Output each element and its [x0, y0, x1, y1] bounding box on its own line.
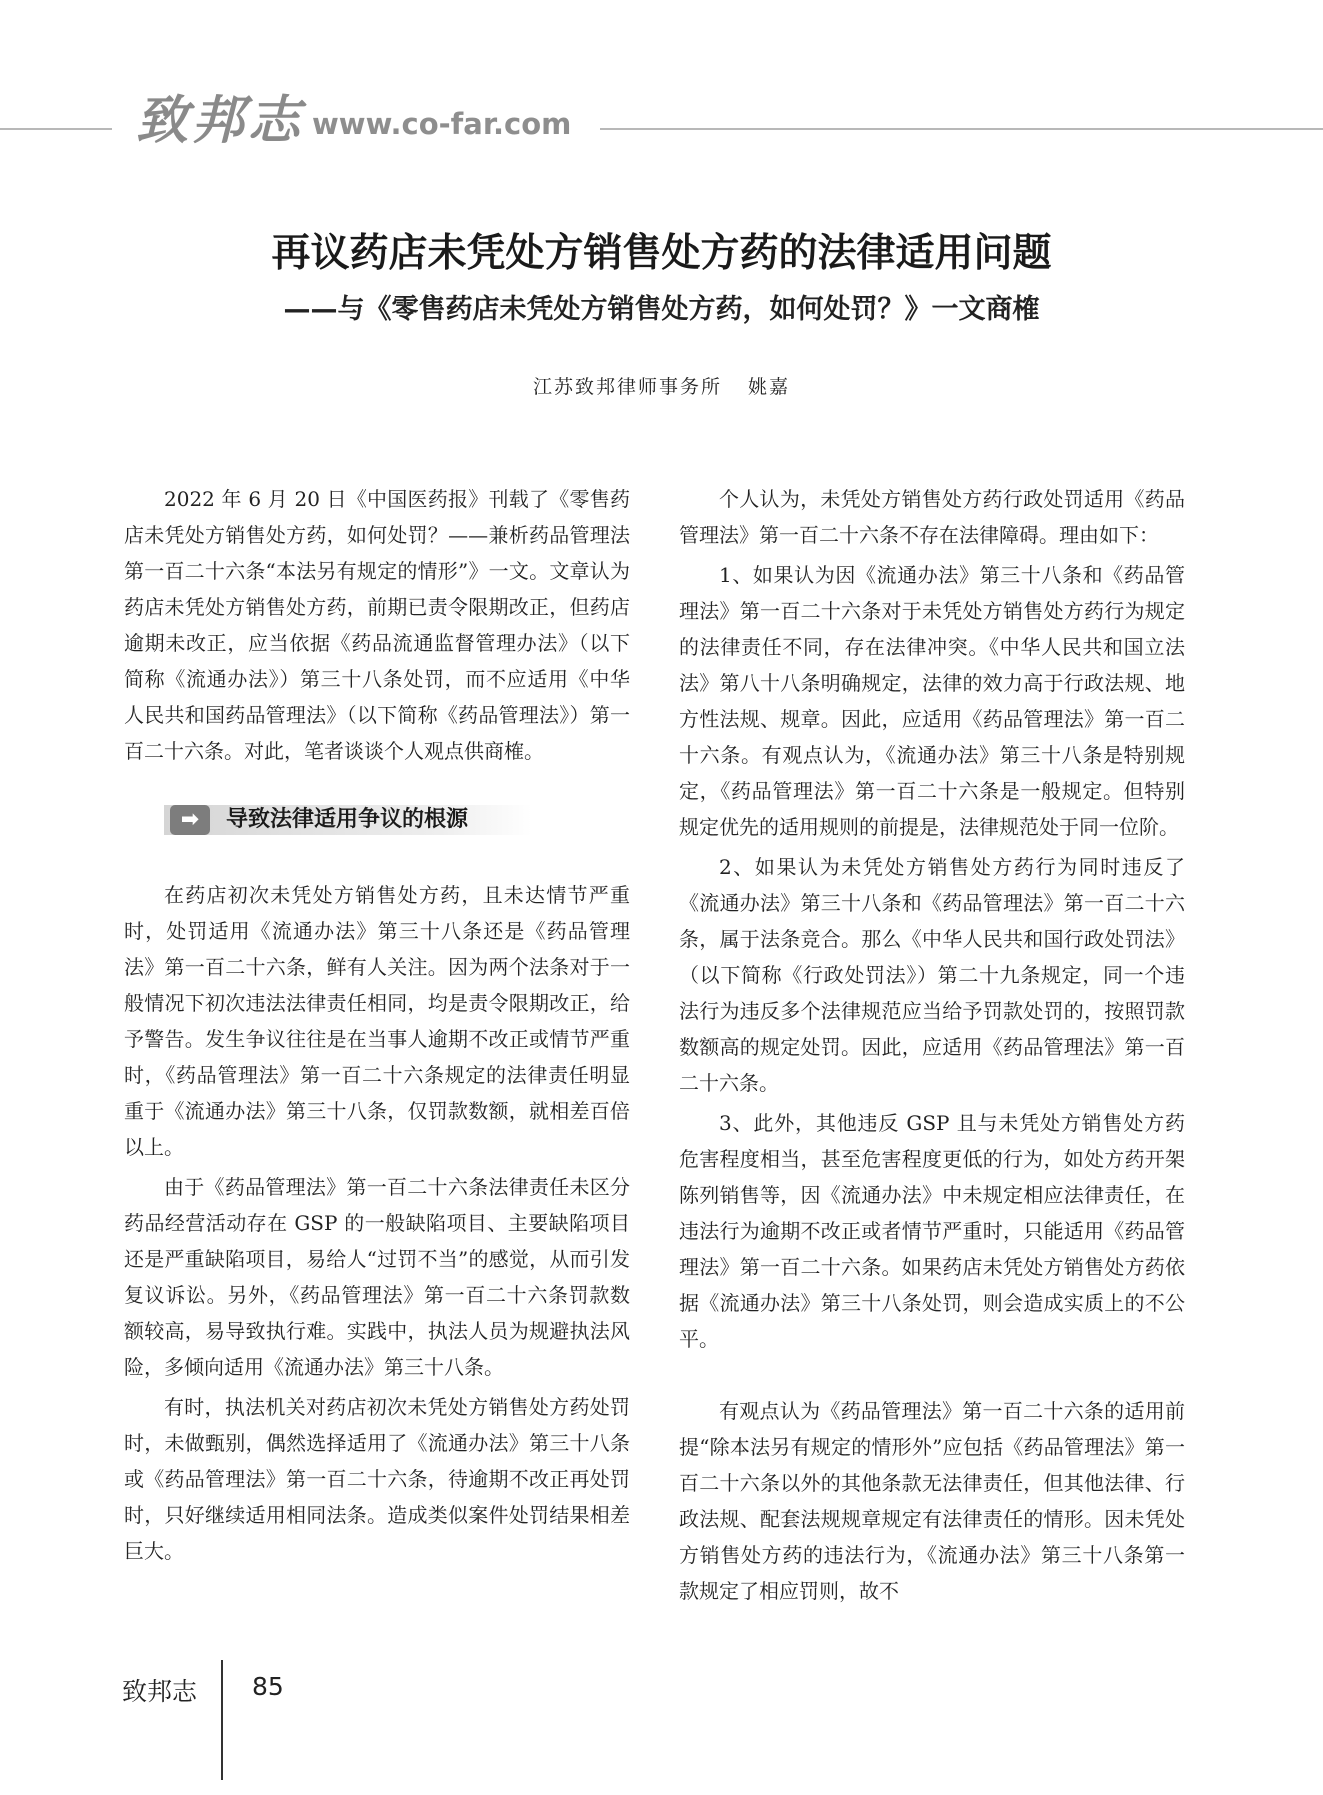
masthead-url[interactable]: www.co-far.com	[312, 107, 572, 141]
right-column	[679, 481, 1185, 1609]
footer-magazine-title: 致邦志	[122, 1677, 198, 1706]
body-paragraph: 由于《药品管理法》第一百二十六条法律责任未区分药品经营活动存在 GSP 的一般缺陷项目、主要缺陷项目还是严重缺陷项目，易给人“过罚不当”的感觉，从而引发复议诉讼。另外，《药品管理法》第一百二十六条罚款数额较高，易导致执行难。实践中，执法人员为规避执法风险，多倾向适用《流通办法》第三十八条。	[124, 1175, 630, 1379]
body-paragraph: 有观点认为《药品管理法》第一百二十六条的适用前提“除本法另有规定的情形外”应包括《药品管理法》第一百二十六条以外的其他条款无法律责任，但其他法律、行政法规、配套法规规章规定有法律责任的情形。因未凭处方销售处方药的违法行为，《流通办法》第三十八条第一款规定了相应罚则，故不	[679, 1399, 1185, 1603]
article-title: 再议药店未凭处方销售处方药的法律适用问题	[271, 230, 1052, 276]
masthead-rule-left	[0, 128, 112, 130]
left-column	[124, 481, 630, 1569]
footer-divider	[221, 1660, 223, 1780]
page-number: 85	[252, 1672, 284, 1701]
body-paragraph: 个人认为，未凭处方销售处方药行政处罚适用《药品管理法》第一百二十六条不存在法律障碍。理由如下：	[679, 487, 1185, 547]
arrow-right-icon: ➡	[170, 805, 210, 835]
body-paragraph: 3、此外，其他违反 GSP 且与未凭处方销售处方药危害程度相当，甚至危害程度更低的行为，如处方药开架陈列销售等，因《流通办法》中未规定相应法律责任，在违法行为逾期不改正或者情节严重时，只能适用《药品管理法》第一百二十六条。如果药店未凭处方销售处方药依据《流通办法》第三十八条处罚，则会造成实质上的不公平。	[679, 1111, 1185, 1351]
body-paragraph: 1、如果认为因《流通办法》第三十八条和《药品管理法》第一百二十六条对于未凭处方销售处方药行为规定的法律责任不同，存在法律冲突。《中华人民共和国立法法》第八十八条明确规定，法律的效力高于行政法规、地方性法规、规章。因此，应适用《药品管理法》第一百二十六条。有观点认为，《流通办法》第三十八条是特别规定，《药品管理法》第一百二十六条是一般规定。但特别规定优先的适用规则的前提是，法律规范处于同一位阶。	[679, 563, 1185, 839]
body-paragraph: 有时，执法机关对药店初次未凭处方销售处方药处罚时，未做甄别，偶然选择适用了《流通办法》第三十八条或《药品管理法》第一百二十六条，待逾期不改正再处罚时，只好继续适用相同法条。造成类似案件处罚结果相差巨大。	[124, 1395, 630, 1563]
intro-paragraph: 2022 年 6 月 20 日《中国医药报》刊载了《零售药店未凭处方销售处方药，如何处罚？——兼析药品管理法第一百二十六条“本法另有规定的情形”》一文。文章认为药店未凭处方销售处方药，前期已责令限期改正，但药店逾期未改正，应当依据《药品流通监督管理办法》（以下简称《流通办法》）第三十八条处罚，而不应适用《中华人民共和国药品管理法》（以下简称《药品管理法》）第一百二十六条。对此，笔者谈谈个人观点供商榷。	[124, 487, 630, 763]
byline-org: 江苏致邦律师事务所	[532, 376, 722, 398]
byline-author: 姚嘉	[748, 376, 791, 398]
masthead-logo: 致邦志	[136, 90, 305, 151]
byline	[0, 372, 1323, 399]
body-paragraph: 在药店初次未凭处方销售处方药，且未达情节严重时，处罚适用《流通办法》第三十八条还是《药品管理法》第一百二十六条，鲜有人关注。因为两个法条对于一般情况下初次违法法律责任相同，均是责令限期改正，给予警告。发生争议往往是在当事人逾期不改正或情节严重时，《药品管理法》第一百二十六条规定的法律责任明显重于《流通办法》第三十八条，仅罚款数额，就相差百倍以上。	[124, 883, 630, 1159]
body-paragraph: 2、如果认为未凭处方销售处方药行为同时违反了《流通办法》第三十八条和《药品管理法》第一百二十六条，属于法条竞合。那么《中华人民共和国行政处罚法》（以下简称《行政处罚法》）第二十九条规定，同一个违法行为违反多个法律规范应当给予罚款处罚的，按照罚款数额高的规定处罚。因此，应适用《药品管理法》第一百二十六条。	[679, 855, 1185, 1095]
section-heading-label: 导致法律适用争议的根源	[226, 807, 469, 832]
section-heading	[164, 799, 630, 841]
masthead-rule-right	[600, 128, 1323, 130]
article-subtitle: ——与《零售药店未凭处方销售处方药，如何处罚？》一文商榷	[283, 294, 1040, 325]
